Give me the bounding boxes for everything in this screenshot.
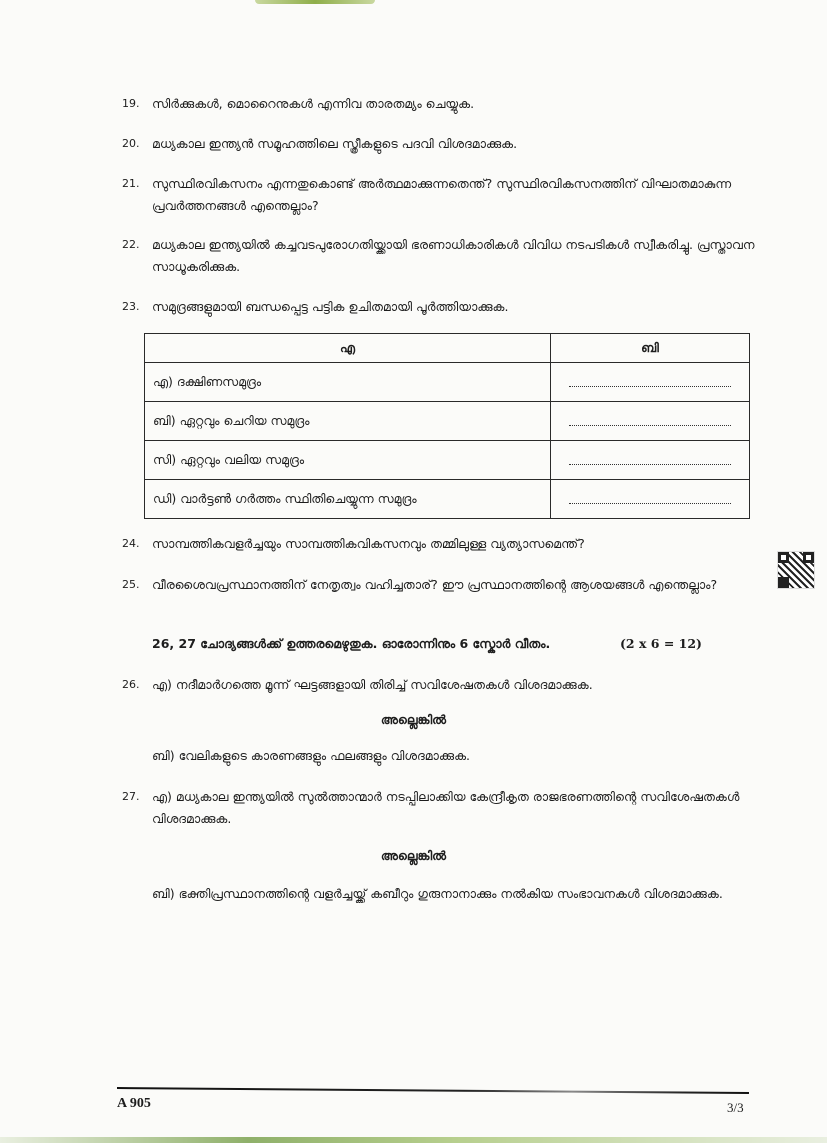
- question-text: സമുദ്രങ്ങളുമായി ബന്ധപ്പെട്ട പട്ടിക ഉചിതമായി പൂർത്തിയാക്കുക.: [152, 299, 509, 314]
- page-number: 3/3: [727, 1100, 744, 1115]
- question-number: 27.: [122, 790, 140, 803]
- ocean-matching-table: [144, 333, 750, 519]
- or-separator: അല്ലെങ്കിൽ: [380, 848, 447, 863]
- question-option-a: എ) മധ്യകാല ഇന്ത്യയിൽ സുൽത്താന്മാർ നടപ്പിലാക്കിയ കേന്ദ്രീകൃത രാജഭരണത്തിന്റെ സവിശേഷതകൾ വിശദമാക്കുക.: [152, 789, 740, 826]
- question-text: മധ്യകാല ഇന്ത്യയിൽ കച്ചവടപുരോഗതിയ്ക്കായി ഭരണാധികാരികൾ വിവിധ നടപടികൾ സ്വീകരിച്ചു. പ്രസ്താവന സാധൂകരിക്കുക.: [152, 237, 755, 274]
- or-separator: അല്ലെങ്കിൽ: [380, 712, 447, 727]
- question-number: 23.: [122, 300, 140, 313]
- question-number: 22.: [122, 238, 140, 251]
- row-a-cell: സി) ഏറ്റവും വലിയ സമുദ്രം: [145, 441, 551, 480]
- question-number: 24.: [122, 537, 140, 550]
- qr-code-icon: [778, 552, 814, 588]
- table-row: [145, 441, 750, 480]
- question-text: സുസ്ഥിരവികസനം എന്നതുകൊണ്ട് അർത്ഥമാക്കുന്നതെന്ത്? സുസ്ഥിരവികസനത്തിന് വിഘാതമാകുന്ന പ്രവർത്തനങ്ങൾ എന്തെല്ലാം?: [152, 176, 732, 213]
- dotted-line: [569, 456, 731, 465]
- question-option-a: എ) നദീമാർഗത്തെ മൂന്ന് ഘട്ടങ്ങളായി തിരിച്ച് സവിശേഷതകൾ വിശദമാക്കുക.: [152, 677, 593, 692]
- question-27-option-b: ബി) ഭക്തിപ്രസ്ഥാനത്തിന്റെ വളർച്ചയ്ക്ക് കബീറും ഗുരുനാനാക്കും നൽകിയ സംഭാവനകൾ വിശദമാക്കുക.: [152, 886, 723, 901]
- question-text: സിർക്കുകൾ, മൊറൈനുകൾ എന്നിവ താരതമ്യം ചെയ്യുക.: [152, 96, 475, 111]
- dotted-line: [569, 417, 731, 426]
- question-number: 26.: [122, 678, 140, 691]
- column-a-header: എ: [145, 334, 551, 363]
- answer-blank[interactable]: [551, 402, 750, 441]
- instruction-text: 26, 27 ചോദ്യങ്ങൾക്ക് ഉത്തരമെഴുതുക. ഓരോന്നിനും 6 സ്കോർ വീതം.: [152, 636, 551, 651]
- row-a-cell: ഡി) വാർട്ടൺ ഗർത്തം സ്ഥിതിചെയ്യുന്ന സമുദ്രം: [145, 480, 551, 519]
- answer-blank[interactable]: [551, 363, 750, 402]
- answer-blank[interactable]: [551, 480, 750, 519]
- section-instruction: [152, 636, 702, 652]
- question-text: സാമ്പത്തികവളർച്ചയും സാമ്പത്തികവികസനവും തമ്മിലുള്ള വ്യത്യാസമെന്ത്?: [152, 536, 585, 551]
- table-row: [145, 363, 750, 402]
- dotted-line: [569, 495, 731, 504]
- row-a-cell: ബി) ഏറ്റവും ചെറിയ സമുദ്രം: [145, 402, 551, 441]
- paper-code: A 905: [117, 1096, 151, 1111]
- question-number: 21.: [122, 177, 140, 190]
- table-header-row: [145, 334, 750, 363]
- question-number: 25.: [122, 578, 140, 591]
- table-row: [145, 480, 750, 519]
- question-text: വീരശൈവപ്രസ്ഥാനത്തിന് നേതൃത്വം വഹിച്ചതാര്? ഈ പ്രസ്ഥാനത്തിന്റെ ആശയങ്ങൾ എന്തെല്ലാം?: [152, 577, 718, 592]
- answer-blank[interactable]: [551, 441, 750, 480]
- question-number: 20.: [122, 137, 140, 150]
- section-marks: (2 x 6 = 12): [620, 636, 702, 651]
- question-number: 19.: [122, 97, 140, 110]
- table-row: [145, 402, 750, 441]
- row-a-cell: എ) ദക്ഷിണസമുദ്രം: [145, 363, 551, 402]
- dotted-line: [569, 378, 731, 387]
- question-26-option-b: ബി) വേലികളുടെ കാരണങ്ങളും ഫലങ്ങളും വിശദമാക്കുക.: [152, 748, 470, 763]
- question-text: മധ്യകാല ഇന്ത്യൻ സമൂഹത്തിലെ സ്ത്രീകളുടെ പദവി വിശദമാക്കുക.: [152, 136, 518, 151]
- column-b-header: ബി: [551, 334, 750, 363]
- scan-edge-strip: [0, 1137, 827, 1143]
- footer-divider: [117, 1087, 749, 1094]
- scan-edge-tab: [255, 0, 375, 4]
